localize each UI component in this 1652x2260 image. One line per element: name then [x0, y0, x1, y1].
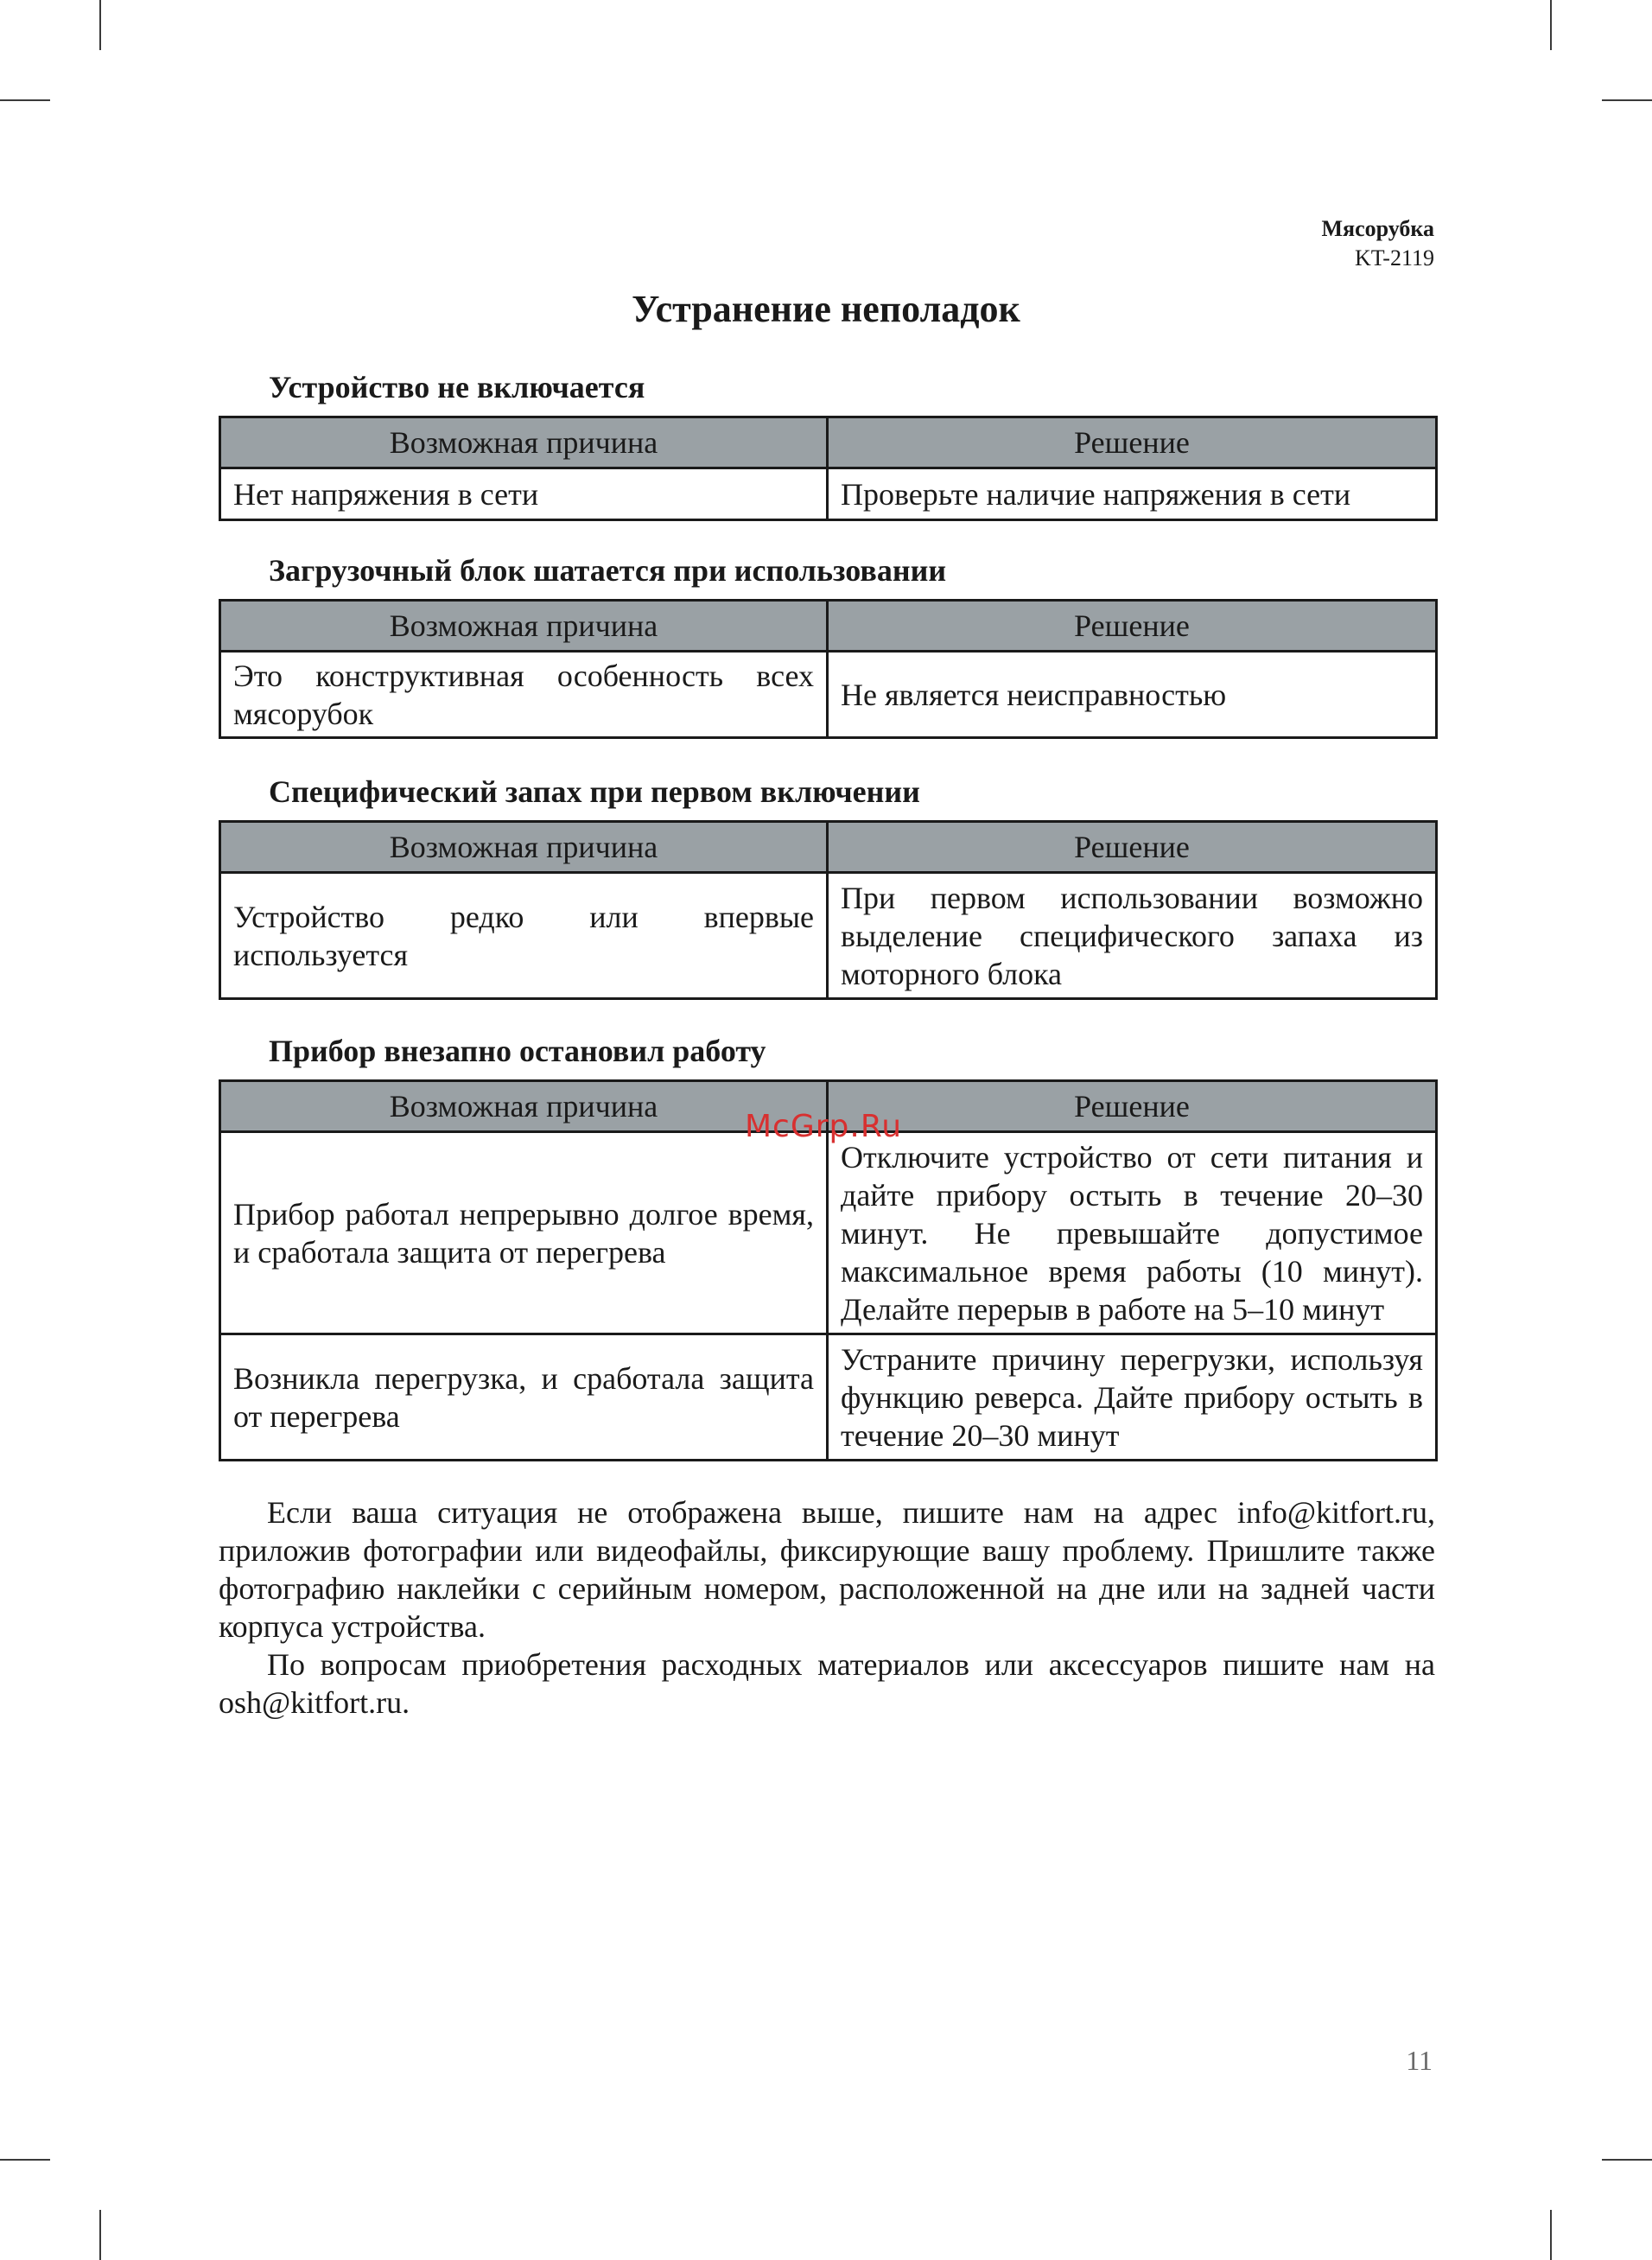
crop-mark [99, 0, 101, 50]
paragraph: По вопросам приобретения расходных материалов или аксессуаров пишите нам на osh@kitfort.ru. [219, 1647, 1435, 1720]
page-header [1321, 214, 1434, 273]
product-model: KT-2119 [1355, 245, 1434, 271]
table-row [220, 468, 1437, 520]
troubleshooting-section [219, 1031, 1435, 1461]
cause-cell: Устройство редко или впервые используется [220, 873, 828, 999]
section-title: Устройство не включается [269, 370, 645, 404]
troubleshooting-section [219, 551, 1435, 739]
table-row [220, 873, 1437, 999]
crop-mark [1602, 99, 1652, 101]
cause-cell: Нет напряжения в сети [220, 468, 828, 520]
solution-cell: Устраните причину перегрузки, используя функцию реверса. Дайте прибору остыть в течение 20–30 минут [828, 1334, 1437, 1461]
solution-cell: Отключите устройство от сети питания и дайте прибору остыть в течение 20–30 минут. Не превышайте допустимое максимальное время работы (10 минут). Делайте перерыв в работе на 5–10 минут [828, 1132, 1437, 1334]
troubleshooting-table [219, 820, 1438, 1000]
column-header-solution: Решение [828, 1081, 1437, 1132]
crop-mark [1550, 2210, 1552, 2260]
section-title: Прибор внезапно остановил работу [269, 1034, 766, 1068]
column-header-solution: Решение [828, 601, 1437, 652]
crop-mark [0, 99, 50, 101]
section-title: Специфический запах при первом включении [269, 774, 920, 809]
troubleshooting-section [219, 772, 1435, 1000]
crop-mark [0, 2159, 50, 2161]
column-header-cause: Возможная причина [220, 822, 828, 873]
column-header-cause: Возможная причина [220, 1081, 828, 1132]
crop-mark [1602, 2159, 1652, 2161]
watermark: McGrp.Ru [745, 1109, 903, 1144]
table-row [220, 1334, 1437, 1461]
crop-mark [99, 2210, 101, 2260]
solution-cell: Не является неисправностью [828, 652, 1437, 738]
cause-cell: Возникла перегрузка, и сработала защита от перегрева [220, 1334, 828, 1461]
page-title: Устранение неполадок [632, 288, 1020, 330]
troubleshooting-table [219, 599, 1438, 739]
cause-cell: Прибор работал непрерывно долгое время, и сработала защита от перегрева [220, 1132, 828, 1334]
troubleshooting-section [219, 367, 1435, 521]
paragraph: Если ваша ситуация не отображена выше, пишите нам на адрес info@kitfort.ru, приложив фотографии или видеофайлы, фиксирующие вашу проблему. Пришлите также фотографию наклейки с серийным номером, расположенной на дне или на задней части корпуса устройства. [219, 1495, 1435, 1644]
solution-cell: При первом использовании возможно выделение специфического запаха из моторного блока [828, 873, 1437, 999]
column-header-solution: Решение [828, 417, 1437, 468]
cause-cell: Это конструктивная особенность всех мясорубок [220, 652, 828, 738]
product-name: Мясорубка [1321, 216, 1434, 241]
column-header-cause: Возможная причина [220, 417, 828, 468]
column-header-cause: Возможная причина [220, 601, 828, 652]
section-title: Загрузочный блок шатается при использовании [269, 553, 947, 588]
troubleshooting-table [219, 416, 1438, 521]
column-header-solution: Решение [828, 822, 1437, 873]
solution-cell: Проверьте наличие напряжения в сети [828, 468, 1437, 520]
page-number: 11 [1406, 2045, 1433, 2076]
crop-mark [1550, 0, 1552, 50]
table-row [220, 652, 1437, 738]
table-row [220, 1132, 1437, 1334]
contact-text [219, 1493, 1435, 1722]
